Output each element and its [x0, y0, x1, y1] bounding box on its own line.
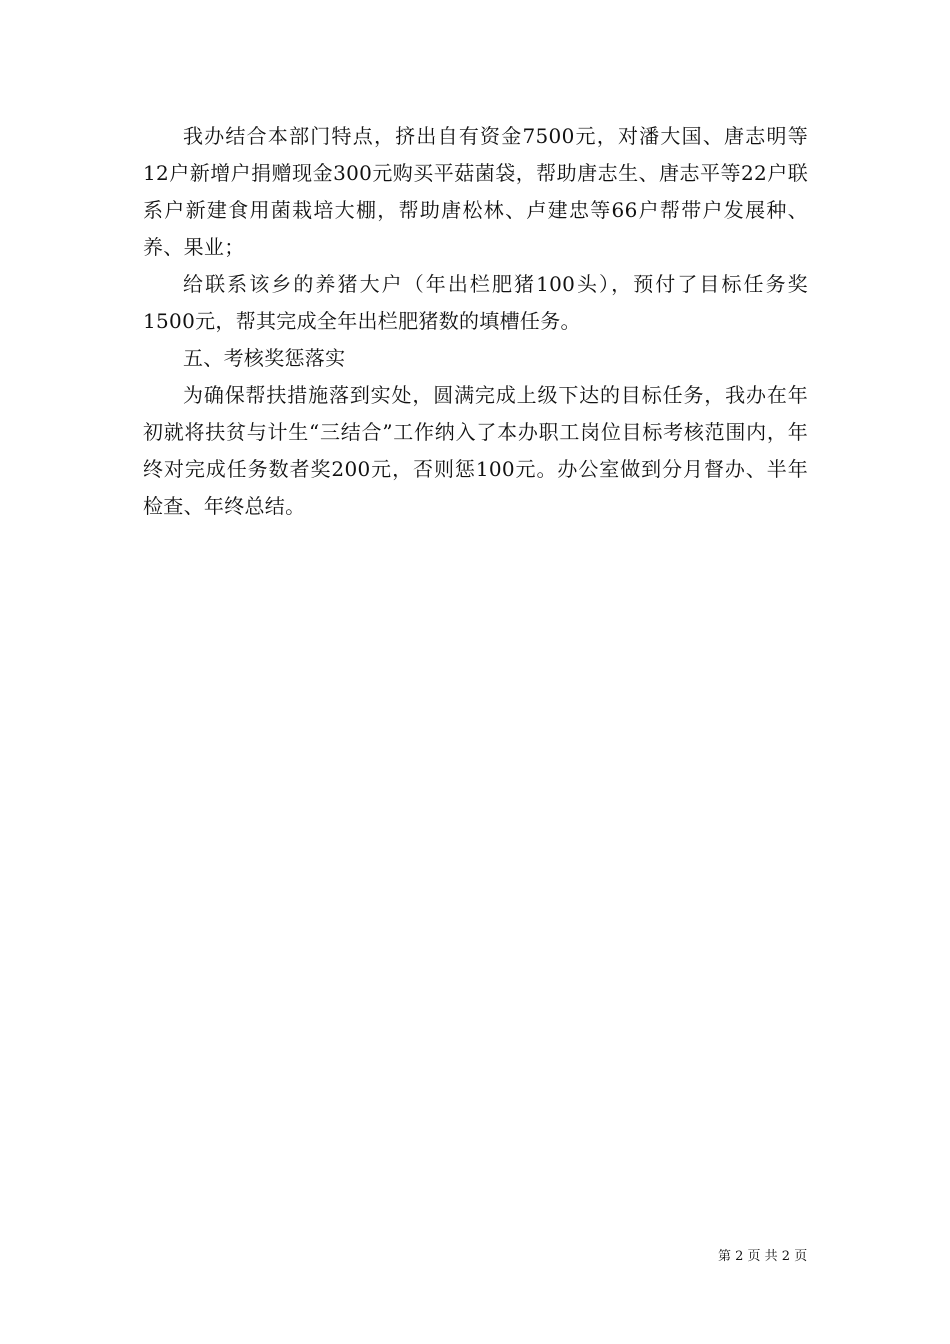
document-body — [143, 118, 808, 525]
section-heading: 五、考核奖惩落实 — [183, 346, 346, 370]
paragraph-pig-farmer: 给联系该乡的养猪大户（年出栏肥猪100头），预付了目标任务奖1500元，帮其完成全年出栏肥猪数的填槽任务。 — [143, 272, 808, 333]
page-number: 第 2 页 共 2 页 — [718, 1249, 808, 1264]
paragraph-funding: 我办结合本部门特点，挤出自有资金7500元，对潘大国、唐志明等12户新增户捐赠现金300元购买平菇菌袋，帮助唐志生、唐志平等22户联系户新建食用菌栽培大棚，帮助唐松林、卢建忠等66户帮带户发展种、养、果业； — [143, 124, 808, 259]
paragraph-assessment: 为确保帮扶措施落到实处，圆满完成上级下达的目标任务，我办在年初就将扶贫与计生“三结合”工作纳入了本办职工岗位目标考核范围内，年终对完成任务数者奖200元，否则惩100元。办公室做到分月督办、半年检查、年终总结。 — [143, 383, 808, 518]
